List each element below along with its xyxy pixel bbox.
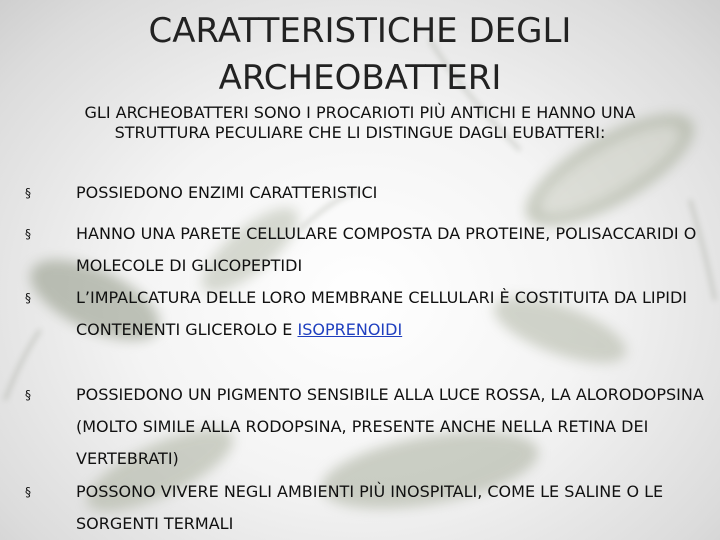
bullet-marker-icon: §	[25, 485, 31, 499]
bullet-item	[20, 379, 710, 475]
bullet-item	[20, 282, 710, 346]
intro-paragraph: GLI ARCHEOBATTERI SONO I PROCARIOTI PIÙ ANTICHI E HANNO UNA STRUTTURA PECULIARE CHE LI DISTINGUE DAGLI EUBATTERI:	[84, 103, 636, 142]
bullet-text: POSSIEDONO UN PIGMENTO SENSIBILE ALLA LUCE ROSSA, LA ALORODOPSINA (MOLTO SIMILE ALLA RODOPSINA, PRESENTE ANCHE NELLA RETINA DEI VERTEBRATI)	[76, 385, 704, 468]
bullet-item	[20, 476, 710, 540]
bullet-text: POSSONO VIVERE NEGLI AMBIENTI PIÙ INOSPITALI, COME LE SALINE O LE SORGENTI TERMALI	[76, 482, 664, 533]
bullet-marker-icon: §	[25, 227, 31, 241]
bullet-marker-icon: §	[25, 291, 31, 305]
bullet-text: HANNO UNA PARETE CELLULARE COMPOSTA DA PROTEINE, POLISACCARIDI O MOLECOLE DI GLICOPEPTIDI	[76, 224, 697, 275]
slide-title: CARATTERISTICHE DEGLI ARCHEOBATTERI	[148, 11, 572, 98]
bullet-marker-icon: §	[25, 186, 31, 200]
isoprenoidi-link[interactable]: ISOPRENOIDI	[297, 320, 403, 339]
bullet-marker-icon: §	[25, 388, 31, 402]
bullet-text-part: L’IMPALCATURA DELLE LORO MEMBRANE CELLULARI È COSTITUITA DA LIPIDI CONTENENTI GLICEROLO E	[76, 288, 687, 339]
bullet-item	[20, 177, 710, 209]
bullet-item	[20, 218, 710, 282]
bullet-text: POSSIEDONO ENZIMI CARATTERISTICI	[76, 183, 378, 202]
bullet-text	[76, 282, 710, 346]
